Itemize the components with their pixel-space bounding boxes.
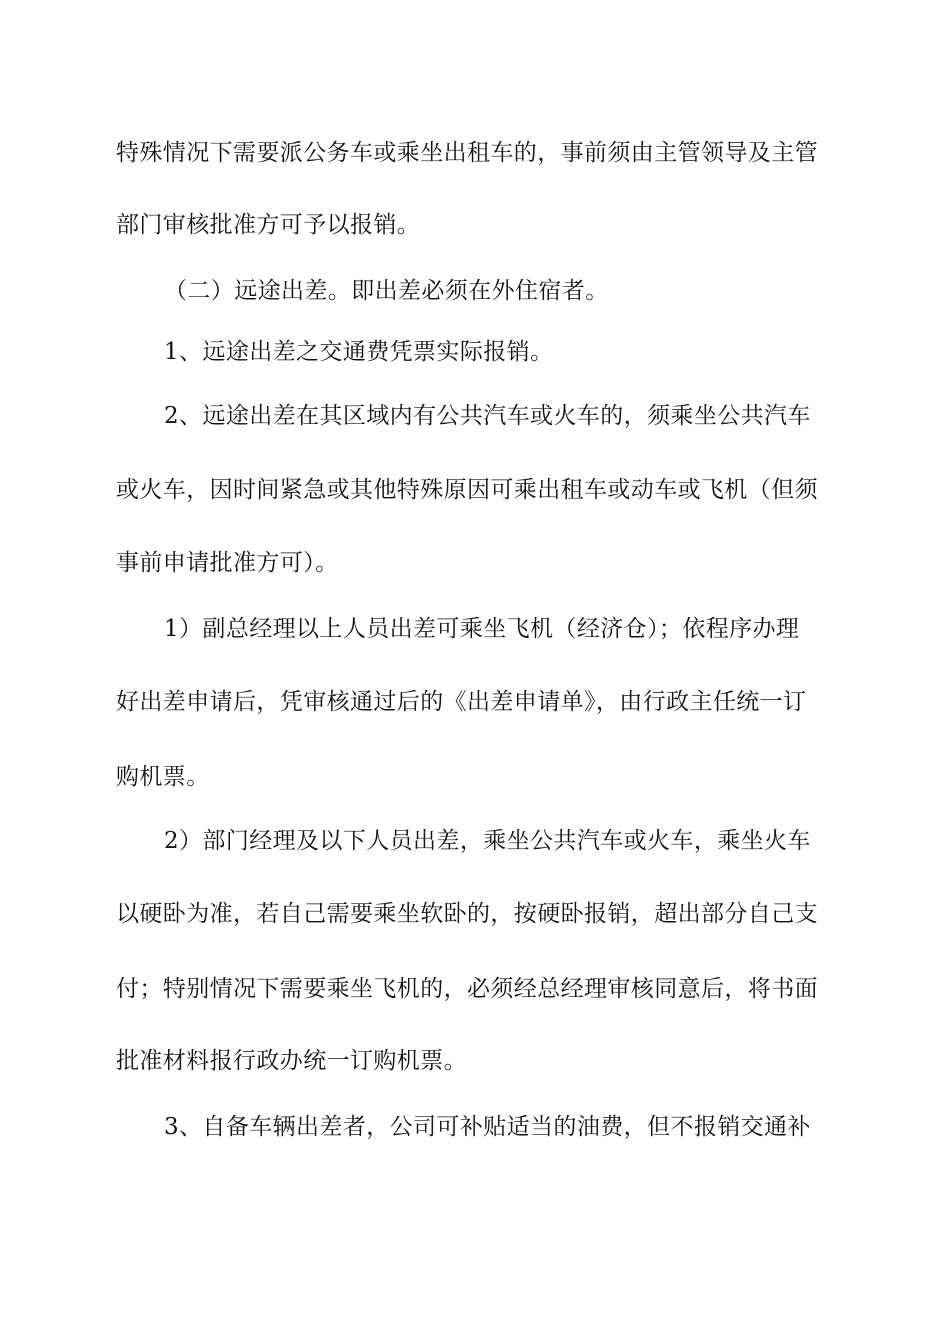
text-line-6: 或火车，因时间紧急或其他特殊原因可乘出租车或动车或飞机（但须: [116, 477, 818, 503]
text-line-1: 特殊情况下需要派公务车或乘坐出租车的，事前须由主管领导及主管: [116, 140, 818, 166]
text-line-9: 好出差申请后，凭审核通过后的《出差申请单》，由行政主任统一订: [116, 689, 807, 715]
text-line-10: 购机票。: [116, 764, 210, 790]
text-line-2: 部门审核批准方可予以报销。: [116, 212, 421, 238]
section-heading-long-distance: （二）远途出差。即出差必须在外住宿者。: [164, 278, 609, 304]
text-line-15: 3、自备车辆出差者，公司可补贴适当的油费，但不报销交通补: [164, 1114, 811, 1140]
text-line-12: 以硬卧为准，若自己需要乘坐软卧的，按硬卧报销，超出部分自己支: [116, 901, 818, 927]
text-line-13: 付；特别情况下需要乘坐飞机的，必须经总经理审核同意后，将书面: [116, 976, 818, 1002]
text-line-4: 1、远途出差之交通费凭票实际报销。: [164, 339, 554, 365]
text-line-8: 1）副总经理以上人员出差可乘坐飞机（经济仓）；依程序办理: [164, 616, 800, 642]
text-line-11: 2）部门经理及以下人员出差，乘坐公共汽车或火车，乘坐火车: [164, 828, 811, 854]
text-line-14: 批准材料报行政办统一订购机票。: [116, 1048, 467, 1074]
text-line-7: 事前申请批准方可）。: [116, 550, 339, 576]
text-line-5: 2、远途出差在其区域内有公共汽车或火车的，须乘坐公共汽车: [164, 403, 811, 429]
